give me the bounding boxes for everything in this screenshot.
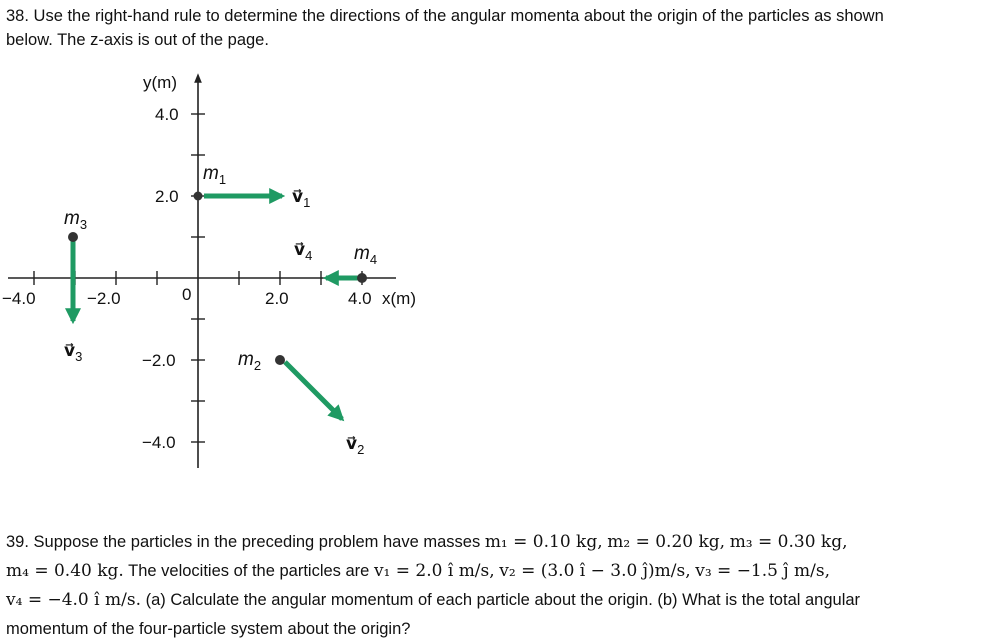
velocity-v1: v₁ = 2.0 î m/s, [373, 561, 495, 581]
particle-m1 [194, 192, 203, 201]
y-tick-neg4: −4.0 [142, 433, 176, 452]
mass-m1: m₁ = 0.10 kg, [484, 532, 603, 552]
problem-38-number: 38. [6, 7, 29, 25]
problem-39-question: (a) Calculate the angular momentum of each particle about the origin. (b) What is the total angular [145, 591, 861, 609]
label-m2: $m_2$ [238, 349, 262, 373]
x-axis-label: x(m) [382, 289, 416, 308]
label-v3: $v⃗_3$ [64, 341, 83, 364]
mass-m4: m₄ = 0.40 kg. [6, 561, 124, 581]
x-tick-neg2: −2.0 [87, 289, 121, 308]
y-tick-4: 4.0 [155, 105, 179, 124]
mass-m3: m₃ = 0.30 kg, [729, 532, 848, 552]
label-v2: $v⃗_2$ [346, 434, 365, 457]
label-m1: $m_1$ [203, 163, 227, 187]
label-v4: $v⃗_4$ [294, 240, 313, 263]
y-axis-label: y(m) [143, 73, 177, 92]
x-tick-neg4: −4.0 [2, 289, 36, 308]
v2-arrow [285, 362, 342, 419]
x-tick-0: 0 [182, 285, 192, 304]
x-tick-2: 2.0 [265, 289, 289, 308]
problem-38-text: Use the right-hand rule to determine the directions of the angular momenta about the origin of the particles as shown [33, 7, 884, 25]
problem-39-intro: Suppose the particles in the preceding problem have masses [33, 533, 481, 551]
particle-m3 [68, 232, 78, 242]
label-m4: $m_4$ [354, 243, 378, 267]
problem-38-line2: below. The z-axis is out of the page. [6, 31, 269, 49]
particle-m2 [275, 355, 285, 365]
mass-m2: m₂ = 0.20 kg, [607, 532, 726, 552]
label-v1: $v⃗_1$ [292, 187, 311, 210]
problem-39 [6, 528, 1001, 644]
velocity-v2: v₂ = (3.0 î − 3.0 ĵ)m/s, [499, 561, 691, 581]
particle-m4 [357, 273, 367, 283]
label-m3: $m_3$ [64, 208, 88, 232]
velocity-v3: v₃ = −1.5 ĵ m/s, [695, 561, 831, 581]
y-tick-neg2: −2.0 [142, 351, 176, 370]
problem-39-number: 39. [6, 533, 29, 551]
velocity-v4: v₄ = −4.0 î m/s. [6, 590, 141, 610]
problem-39-question-end: momentum of the four-particle system about the origin? [6, 620, 411, 638]
y-tick-2: 2.0 [155, 187, 179, 206]
velocities-intro: The velocities of the particles are [128, 562, 370, 580]
x-tick-4: 4.0 [348, 289, 372, 308]
